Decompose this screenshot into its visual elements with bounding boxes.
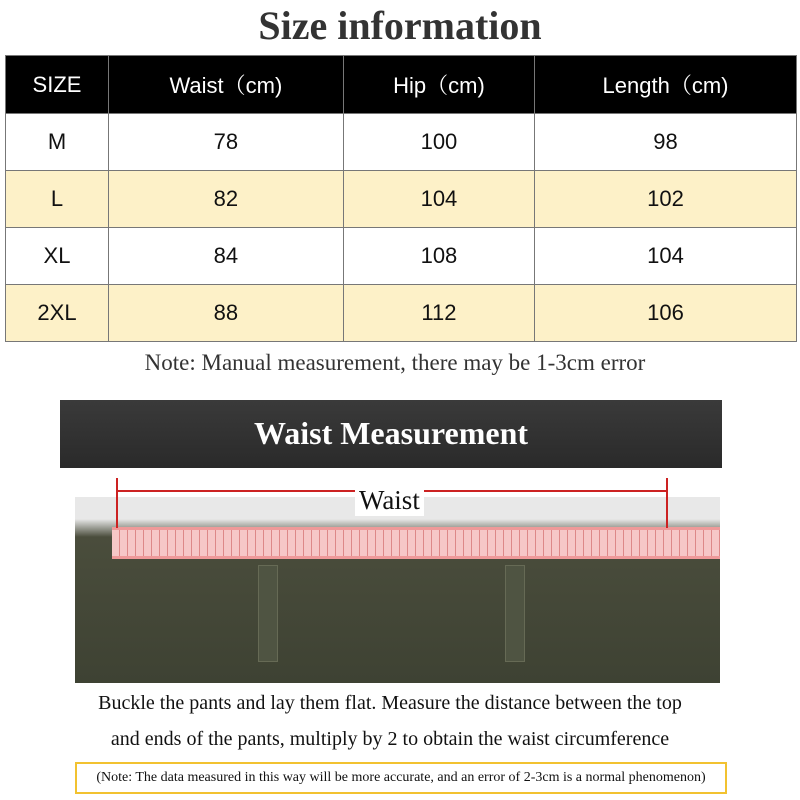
cell: 98 <box>535 114 797 171</box>
instruction-line: and ends of the pants, multiply by 2 to obtain the waist circumference <box>110 728 670 750</box>
page-title: Size information <box>258 3 542 48</box>
cell: 108 <box>343 228 534 285</box>
cell: L <box>6 171 109 228</box>
instruction-line: Buckle the pants and lay them flat. Measure the distance between the top <box>98 692 682 714</box>
size-table <box>5 55 797 342</box>
cell: 84 <box>108 228 343 285</box>
table-row <box>6 228 797 285</box>
cell: 112 <box>343 285 534 342</box>
cell: XL <box>6 228 109 285</box>
table-row <box>6 171 797 228</box>
header-size: SIZE <box>6 56 109 114</box>
measurement-note: Note: Manual measurement, there may be 1-3cm error <box>144 350 646 375</box>
measure-tick-left <box>116 478 118 528</box>
footnote-box: (Note: The data measured in this way will be more accurate, and an error of 2-3cm is a normal phenomenon) <box>75 762 727 794</box>
cell: 102 <box>535 171 797 228</box>
section-banner: Waist Measurement <box>60 400 722 468</box>
belt-loop <box>258 565 278 662</box>
cell: 106 <box>535 285 797 342</box>
cell: 104 <box>343 171 534 228</box>
cell: 104 <box>535 228 797 285</box>
cell: 88 <box>108 285 343 342</box>
pants-photo <box>75 497 720 683</box>
table-header <box>6 56 797 114</box>
cell: 2XL <box>6 285 109 342</box>
cell: 82 <box>108 171 343 228</box>
cell: 100 <box>343 114 534 171</box>
table-row <box>6 114 797 171</box>
cell: 78 <box>108 114 343 171</box>
measuring-tape <box>112 527 720 559</box>
header-waist: Waist（cm) <box>108 56 343 114</box>
waist-label: Waist <box>355 484 424 516</box>
table-row <box>6 285 797 342</box>
measure-tick-right <box>666 478 668 528</box>
header-hip: Hip（cm) <box>343 56 534 114</box>
belt-loop <box>505 565 525 662</box>
cell: M <box>6 114 109 171</box>
header-length: Length（cm) <box>535 56 797 114</box>
